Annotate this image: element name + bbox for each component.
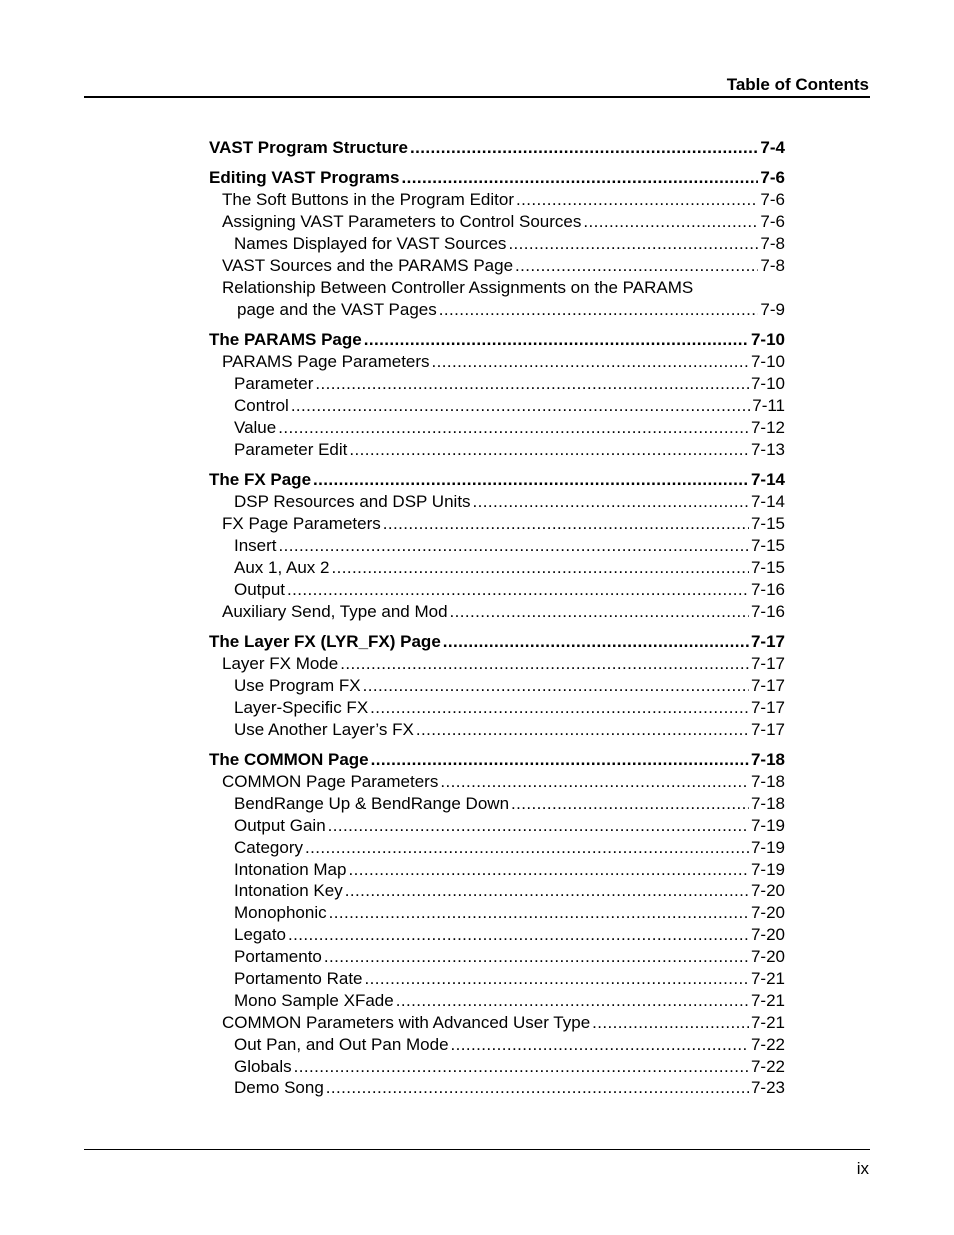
- toc-entry[interactable]: [209, 373, 785, 395]
- dot-leader: [348, 859, 749, 881]
- toc-entry-title: Intonation Map: [234, 859, 347, 879]
- toc-entry-page: 7-21: [750, 969, 785, 989]
- toc-entry-page: 7-10: [750, 330, 785, 350]
- toc-entry-title: COMMON Page Parameters: [222, 772, 439, 792]
- toc-entry-title: Output: [234, 579, 286, 599]
- toc-entry-title: Out Pan, and Out Pan Mode: [234, 1034, 449, 1054]
- dot-leader: [511, 793, 749, 815]
- table-of-contents: [209, 137, 785, 1108]
- toc-section: [209, 167, 785, 320]
- toc-entry-title: Use Another Layer’s FX: [234, 719, 414, 739]
- toc-entry-page: 7-23: [750, 1078, 785, 1098]
- toc-entry-page: 7-8: [760, 234, 785, 254]
- toc-entry[interactable]: [209, 439, 785, 461]
- dot-leader: [515, 255, 758, 277]
- toc-entry-page: 7-4: [760, 138, 785, 157]
- toc-entry-title: Monophonic: [234, 903, 327, 923]
- dot-leader: [349, 439, 749, 461]
- toc-entry[interactable]: [209, 601, 785, 623]
- dot-leader: [291, 395, 750, 417]
- toc-entry[interactable]: [209, 793, 785, 815]
- toc-entry-page: 7-16: [750, 601, 785, 621]
- toc-entry-title: Output Gain: [234, 815, 326, 835]
- toc-entry-title: The Layer FX (LYR_FX) Page: [209, 632, 441, 652]
- dot-leader: [278, 417, 749, 439]
- toc-entry[interactable]: [209, 946, 785, 968]
- toc-chapter-entry[interactable]: [209, 749, 785, 771]
- toc-entry-title: Layer-Specific FX: [234, 697, 369, 717]
- toc-entry-title: The PARAMS Page: [209, 330, 362, 350]
- dot-leader: [443, 631, 749, 653]
- toc-entry-title: Names Displayed for VAST Sources: [234, 234, 507, 254]
- toc-entry-page: 7-17: [750, 697, 785, 717]
- dot-leader: [450, 601, 749, 623]
- toc-entry-title: The FX Page: [209, 470, 312, 490]
- dot-leader: [279, 535, 749, 557]
- toc-entry-page: 7-17: [750, 675, 785, 695]
- toc-entry-title: Insert: [234, 535, 277, 555]
- toc-entry-page: 7-21: [750, 990, 785, 1010]
- dot-leader: [345, 880, 749, 902]
- toc-chapter-entry[interactable]: [209, 631, 785, 653]
- toc-entry-title: Mono Sample XFade: [234, 990, 394, 1010]
- dot-leader: [416, 719, 749, 741]
- page-number: ix: [856, 1159, 869, 1178]
- toc-entry-page: 7-21: [750, 1012, 785, 1032]
- toc-entry-title: Aux 1, Aux 2: [234, 557, 330, 577]
- toc-entry-title: Portamento Rate: [234, 969, 363, 989]
- toc-entry-title: Editing VAST Programs: [209, 168, 400, 188]
- toc-entry[interactable]: [209, 189, 785, 211]
- toc-chapter-entry[interactable]: [209, 329, 785, 351]
- dot-leader: [315, 373, 749, 395]
- dot-leader: [370, 697, 749, 719]
- toc-section: [209, 469, 785, 622]
- toc-entry-page: 7-18: [750, 793, 785, 813]
- toc-section: [209, 631, 785, 740]
- toc-entry-page: 7-15: [750, 514, 785, 534]
- toc-entry-title: VAST Program Structure: [209, 138, 409, 157]
- dot-leader: [324, 946, 749, 968]
- toc-entry-page: 7-17: [750, 632, 785, 652]
- toc-section: [209, 749, 785, 1099]
- toc-entry-title: Value: [234, 417, 277, 437]
- toc-entry-page: 7-11: [752, 395, 785, 415]
- toc-entry-page: 7-15: [750, 557, 785, 577]
- toc-entry[interactable]: [209, 697, 785, 719]
- toc-entry-page: 7-16: [750, 579, 785, 599]
- toc-entry-page: 7-20: [750, 947, 785, 967]
- toc-entry-page: 7-20: [750, 925, 785, 945]
- toc-entry[interactable]: [209, 233, 785, 255]
- dot-leader: [329, 902, 749, 924]
- toc-entry-title: The Soft Buttons in the Program Editor: [222, 190, 514, 210]
- toc-section: [209, 137, 785, 159]
- dot-leader: [451, 1034, 749, 1056]
- toc-entry[interactable]: [209, 924, 785, 946]
- dot-leader: [508, 233, 758, 255]
- toc-entry[interactable]: [209, 557, 785, 579]
- toc-entry[interactable]: [209, 395, 785, 417]
- header-rule: [84, 96, 870, 98]
- toc-entry-page: 7-14: [750, 492, 785, 512]
- toc-entry-page: 7-15: [750, 535, 785, 555]
- toc-entry[interactable]: [209, 653, 785, 675]
- dot-leader: [294, 1056, 749, 1078]
- toc-entry-page: 7-19: [750, 815, 785, 835]
- footer-rule: [84, 1149, 870, 1150]
- toc-entry[interactable]: [209, 579, 785, 601]
- dot-leader: [305, 837, 749, 859]
- toc-section: [209, 329, 785, 460]
- toc-entry-title: The COMMON Page: [209, 750, 369, 770]
- dot-leader: [364, 329, 749, 351]
- dot-leader: [287, 579, 749, 601]
- toc-entry-title: Auxiliary Send, Type and Mod: [222, 601, 448, 621]
- toc-entry[interactable]: [209, 1077, 785, 1099]
- toc-entry[interactable]: [209, 535, 785, 557]
- toc-entry-page: 7-19: [750, 859, 785, 879]
- toc-entry-page: 7-10: [750, 352, 785, 372]
- dot-leader: [516, 189, 758, 211]
- toc-entry-title: page and the VAST Pages: [237, 299, 437, 319]
- toc-entry-title: Parameter Edit: [234, 439, 348, 459]
- toc-entry-title: Parameter: [234, 374, 314, 394]
- toc-entry-title: Relationship Between Controller Assignments on the PARAMS: [222, 277, 694, 297]
- toc-entry-title: VAST Sources and the PARAMS Page: [222, 256, 514, 276]
- toc-entry[interactable]: [209, 1034, 785, 1056]
- toc-entry[interactable]: [209, 1056, 785, 1078]
- toc-entry[interactable]: [209, 859, 785, 881]
- toc-entry-title: Assigning VAST Parameters to Control Sources: [222, 212, 582, 232]
- toc-entry[interactable]: [209, 211, 785, 233]
- toc-entry-title: Portamento: [234, 947, 322, 967]
- toc-entry-title: Legato: [234, 925, 286, 945]
- toc-entry-title: Control: [234, 395, 289, 415]
- toc-entry[interactable]: [209, 277, 785, 299]
- dot-leader: [326, 1077, 749, 1099]
- toc-entry-page: 7-12: [750, 417, 785, 437]
- dot-leader: [328, 815, 749, 837]
- toc-entry-page: 7-20: [750, 903, 785, 923]
- dot-leader: [440, 771, 749, 793]
- dot-leader: [365, 968, 749, 990]
- toc-entry[interactable]: [209, 880, 785, 902]
- toc-entry-title: Use Program FX: [234, 675, 361, 695]
- toc-chapter-entry[interactable]: [209, 469, 785, 491]
- toc-entry-title: Intonation Key: [234, 881, 343, 901]
- toc-entry[interactable]: [209, 513, 785, 535]
- dot-leader: [363, 675, 749, 697]
- toc-entry-title: FX Page Parameters: [222, 514, 381, 534]
- toc-entry[interactable]: [209, 255, 785, 277]
- toc-entry[interactable]: [209, 771, 785, 793]
- toc-entry[interactable]: [209, 351, 785, 373]
- toc-entry[interactable]: [209, 675, 785, 697]
- toc-entry-title: COMMON Parameters with Advanced User Type: [222, 1012, 591, 1032]
- dot-leader: [340, 653, 749, 675]
- toc-entry-title: Demo Song: [234, 1078, 324, 1098]
- toc-entry[interactable]: [209, 417, 785, 439]
- toc-entry-page: 7-22: [750, 1056, 785, 1076]
- dot-leader: [313, 469, 749, 491]
- dot-leader: [432, 351, 749, 373]
- dot-leader: [331, 557, 749, 579]
- toc-entry-page: 7-14: [750, 470, 785, 490]
- toc-entry-page: 7-8: [760, 256, 785, 276]
- toc-entry-page: 7-10: [750, 374, 785, 394]
- running-header-title: Table of Contents: [726, 75, 869, 94]
- toc-entry[interactable]: [209, 1012, 785, 1034]
- toc-entry-page: 7-6: [760, 190, 785, 210]
- toc-entry[interactable]: [209, 990, 785, 1012]
- dot-leader: [402, 167, 759, 189]
- dot-leader: [410, 137, 758, 159]
- dot-leader: [396, 990, 749, 1012]
- toc-entry-page: 7-19: [750, 837, 785, 857]
- toc-entry-title: Globals: [234, 1056, 292, 1076]
- toc-entry-title: Layer FX Mode: [222, 653, 339, 673]
- toc-entry-page: 7-17: [750, 719, 785, 739]
- toc-entry-title: BendRange Up & BendRange Down: [234, 793, 510, 813]
- dot-leader: [383, 513, 749, 535]
- toc-entry-title: Category: [234, 837, 303, 857]
- toc-entry-title: DSP Resources and DSP Units: [234, 492, 471, 512]
- toc-entry-page: 7-22: [750, 1034, 785, 1054]
- toc-entry[interactable]: [209, 837, 785, 859]
- toc-entry[interactable]: [209, 815, 785, 837]
- toc-entry[interactable]: [209, 719, 785, 741]
- dot-leader: [583, 211, 758, 233]
- dot-leader: [371, 749, 749, 771]
- toc-entry-title: PARAMS Page Parameters: [222, 352, 430, 372]
- dot-leader: [288, 924, 749, 946]
- toc-entry[interactable]: [209, 968, 785, 990]
- toc-chapter-entry[interactable]: [209, 167, 785, 189]
- dot-leader: [473, 491, 749, 513]
- toc-entry[interactable]: [209, 491, 785, 513]
- toc-entry-page: 7-6: [760, 168, 785, 188]
- dot-leader: [592, 1012, 749, 1034]
- toc-entry-page: 7-9: [760, 299, 785, 319]
- toc-entry-page: 7-17: [750, 653, 785, 673]
- toc-entry-page: 7-18: [750, 772, 785, 792]
- toc-entry-page: 7-6: [760, 212, 785, 232]
- toc-entry-page: 7-13: [750, 439, 785, 459]
- toc-entry-page: 7-20: [750, 881, 785, 901]
- dot-leader: [439, 299, 759, 321]
- toc-entry-page: 7-18: [750, 750, 785, 770]
- toc-entry[interactable]: [209, 902, 785, 924]
- toc-chapter-entry[interactable]: [209, 137, 785, 159]
- toc-entry[interactable]: [209, 299, 785, 321]
